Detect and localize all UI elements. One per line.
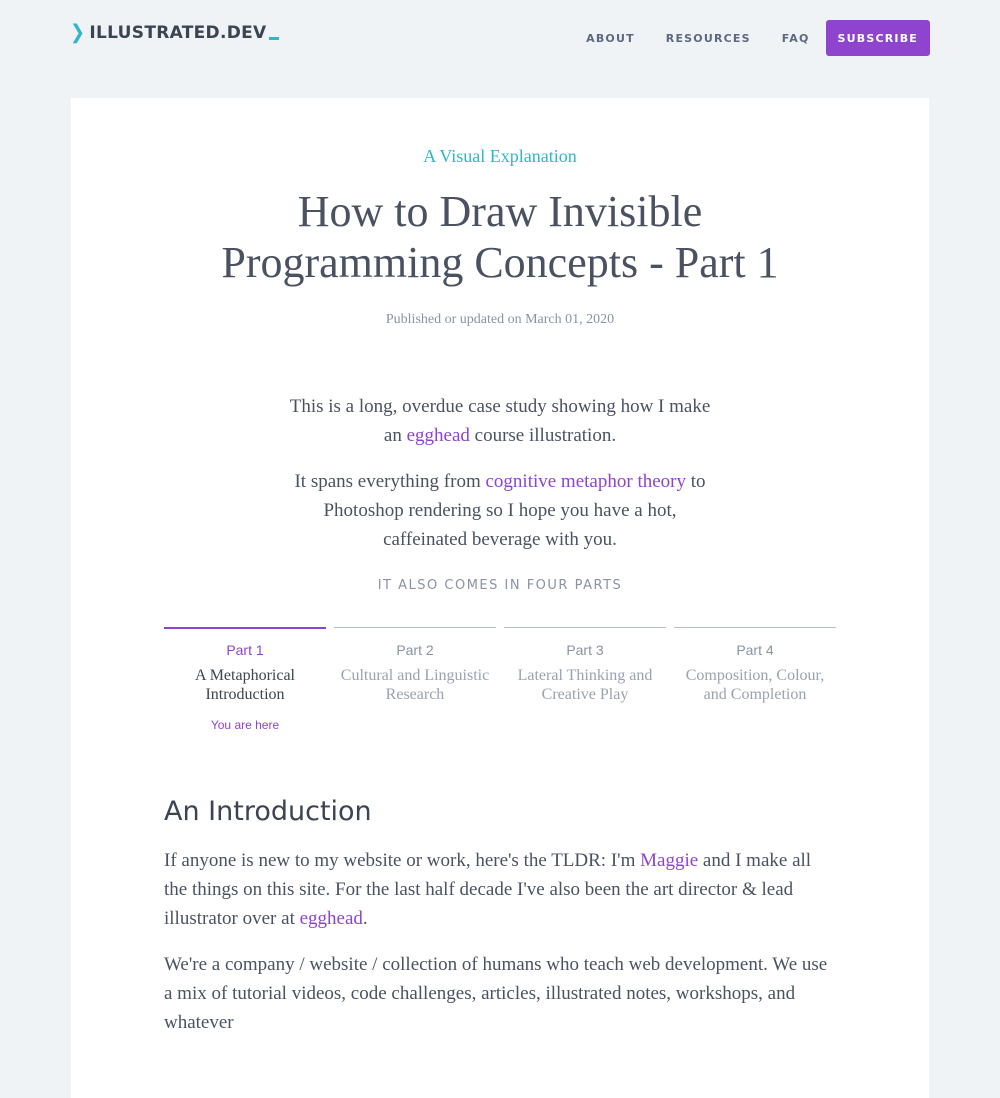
article-body xyxy=(164,846,836,1054)
part-number: Part 4 xyxy=(736,642,774,658)
part-number: Part 3 xyxy=(566,642,604,658)
subscribe-button[interactable]: SUBSCRIBE xyxy=(826,20,931,56)
article-card xyxy=(71,98,929,1098)
part-name: A Metaphorical Introduction xyxy=(195,667,295,703)
parts-heading: IT ALSO COMES IN FOUR PARTS xyxy=(377,578,623,593)
logo-text: ILLUSTRATED.DEV xyxy=(89,22,267,43)
site-header xyxy=(0,0,1000,80)
body-paragraph-2: We're a company / website / collection of humans who teach web development. We use a mix of tutorial videos, code challenges, articles, illustrated notes, workshops, and whatever xyxy=(164,954,828,1033)
egghead-link[interactable]: egghead xyxy=(299,908,363,929)
site-logo[interactable] xyxy=(70,22,279,43)
part-3-tab[interactable] xyxy=(504,627,666,732)
main-nav xyxy=(586,20,930,56)
nav-faq[interactable]: FAQ xyxy=(781,31,810,45)
published-date: Published or updated on March 01, 2020 xyxy=(385,312,615,327)
part-name: Composition, Colour, and Completion xyxy=(685,667,825,703)
part-2-tab[interactable] xyxy=(334,627,496,732)
article-kicker: A Visual Explanation xyxy=(423,146,577,166)
part-name: Lateral Thinking and Creative Play xyxy=(517,667,653,703)
series-parts-nav xyxy=(164,627,836,732)
maggie-link[interactable]: Maggie xyxy=(640,850,699,871)
egghead-link[interactable]: egghead xyxy=(406,425,470,446)
nav-about[interactable]: ABOUT xyxy=(586,31,635,45)
section-title: An Introduction xyxy=(164,796,372,827)
body-paragraph-1: If anyone is new to my website or work, here's the TLDR: I'm Maggie and I make all the things on this site. For the last half decade I've also been the art director & lead illustrator over at egghead. xyxy=(164,850,812,929)
article-intro xyxy=(280,392,720,571)
intro-paragraph-1: This is a long, overdue case study showing how I make an egghead course illustration. xyxy=(289,396,711,446)
part-number: Part 2 xyxy=(396,642,434,658)
part-number: Part 1 xyxy=(226,642,264,658)
cursor-underscore-icon xyxy=(269,37,279,40)
current-part-indicator: You are here xyxy=(210,718,280,732)
part-4-tab[interactable] xyxy=(674,627,836,732)
intro-paragraph-2: It spans everything from cognitive metaphor theory to Photoshop rendering so I hope you have a hot, caffeinated beverage with you. xyxy=(294,471,706,550)
part-1-tab[interactable] xyxy=(164,627,326,732)
nav-resources[interactable]: RESOURCES xyxy=(665,31,751,45)
chevron-right-icon: ❯ xyxy=(70,20,86,45)
cognitive-metaphor-link[interactable]: cognitive metaphor theory xyxy=(485,471,686,492)
part-name: Cultural and Linguistic Research xyxy=(340,667,490,703)
article-title: How to Draw Invisible Programming Concepts - Part 1 xyxy=(221,187,779,287)
